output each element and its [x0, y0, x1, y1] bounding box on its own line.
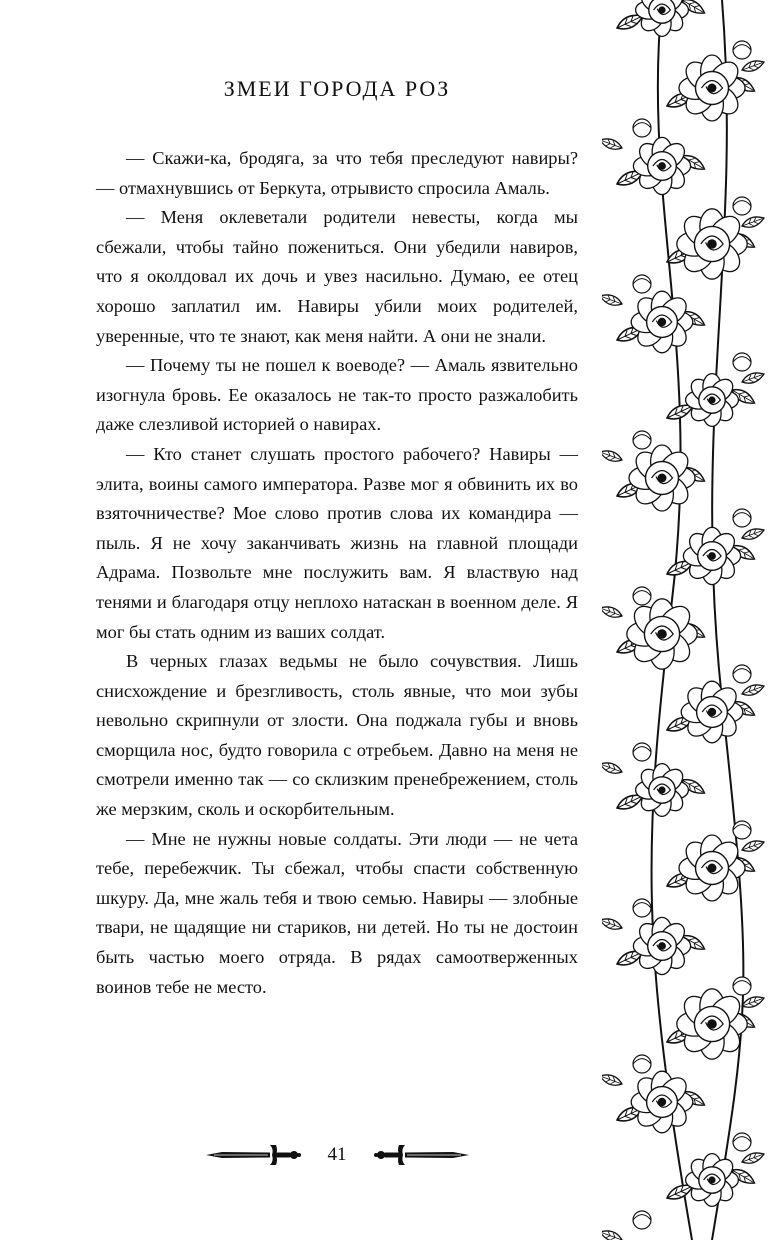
rose-vine-icon	[602, 0, 768, 1240]
paragraph: В черных глазах ведьмы не было сочувствия. Лишь снисхождение и брезгливость, столь явные, что мои зубы невольно скрипнули от злости. Она поджала губы и вновь сморщила нос, будто говорила с отребьем. Давно на меня не смотрели именно так — со склизким пренебрежением, столь же мерзким, сколь и оскорбительным.	[96, 651, 578, 820]
page-footer	[96, 1139, 578, 1171]
floral-border-decoration	[602, 0, 768, 1240]
page-number: 41	[327, 1144, 347, 1165]
text-block	[96, 144, 578, 1002]
paragraph: — Меня оклеветали родители невесты, когда мы сбежали, чтобы тайно пожениться. Они убедили навиров, что я околдовал их дочь и увез насильно. Думаю, ее отец хорошо заплатил им. Навиры убили моих родителей, уверенные, что те знают, как меня найти. А они не знали.	[96, 207, 578, 346]
dagger-left-icon	[204, 1140, 302, 1170]
paragraph: — Мне не нужны новые солдаты. Эти люди — не чета тебе, перебежчик. Ты сбежал, чтобы спасти собственную шкуру. Да, мне жаль тебя и твою семью. Навиры — злобные твари, не щадящие ни стариков, ни детей. Но ты не достоин быть частью моего отряда. В рядах самоотверженных воинов тебе не место.	[96, 828, 578, 997]
paragraph: — Почему ты не пошел к воеводе? — Амаль язвительно изогнула бровь. Ее оказалось не так-то просто разжалобить даже слезливой историей о навирах.	[96, 355, 578, 435]
paragraph: — Скажи-ка, бродяга, за что тебя преследуют навиры? — отмахнувшись от Беркута, отрывисто спросила Амаль.	[96, 148, 578, 198]
dagger-right-icon	[373, 1140, 471, 1170]
paragraph: — Кто станет слушать простого рабочего? Навиры — элита, воины самого императора. Разве мог я обвинить их во взяточничестве? Мое слово против слова их командира — пыль. Я не хочу заканчивать жизнь на главной площади Адрама. Позвольте мне послужить вам. Я властвую над тенями и благодаря отцу неплохо натаскан в военном деле. Я мог бы стать одним из ваших солдат.	[96, 443, 578, 642]
running-title: ЗМЕИ ГОРОДА РОЗ	[223, 76, 451, 101]
